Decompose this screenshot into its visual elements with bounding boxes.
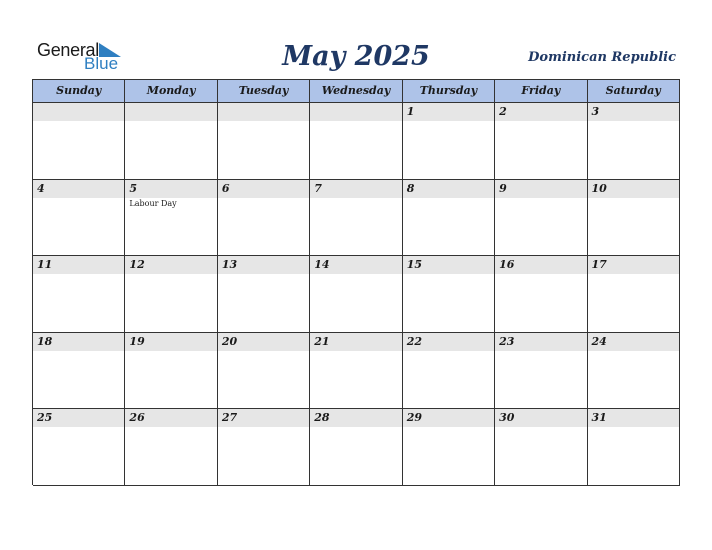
day-header-strip bbox=[33, 333, 124, 351]
day-number: 7 bbox=[314, 181, 322, 195]
day-cell[interactable] bbox=[495, 409, 587, 486]
day-cell[interactable] bbox=[403, 103, 495, 180]
day-number: 6 bbox=[221, 181, 230, 195]
day-header-strip bbox=[125, 103, 216, 121]
calendar-grid bbox=[32, 79, 680, 485]
week-row bbox=[33, 103, 680, 180]
day-header-strip bbox=[125, 333, 216, 351]
day-header-strip bbox=[125, 180, 216, 198]
logo-blue-text: Blue bbox=[84, 54, 119, 73]
day-cell[interactable] bbox=[125, 333, 217, 410]
day-number: 20 bbox=[221, 334, 238, 348]
day-cell[interactable] bbox=[403, 333, 495, 410]
weekday-friday: Friday bbox=[495, 80, 587, 103]
day-cell[interactable] bbox=[125, 256, 217, 333]
day-cell[interactable] bbox=[33, 103, 125, 180]
logo-general-text: General bbox=[37, 40, 99, 60]
day-cell[interactable] bbox=[588, 103, 680, 180]
day-header-strip bbox=[588, 180, 679, 198]
country-name: Dominican Republic bbox=[528, 50, 676, 65]
day-cell[interactable] bbox=[310, 180, 402, 257]
day-number: 29 bbox=[406, 411, 422, 425]
day-header-strip bbox=[588, 103, 679, 121]
day-header-strip bbox=[588, 256, 679, 274]
day-cell[interactable] bbox=[495, 333, 587, 410]
day-header-strip bbox=[495, 103, 586, 121]
day-number: 14 bbox=[314, 258, 330, 272]
day-number: 22 bbox=[406, 334, 422, 348]
day-number: 11 bbox=[37, 258, 53, 272]
day-number: 17 bbox=[591, 258, 607, 272]
day-number: 15 bbox=[406, 258, 422, 272]
day-cell[interactable] bbox=[403, 180, 495, 257]
day-number: 4 bbox=[37, 181, 45, 195]
day-cell[interactable] bbox=[588, 256, 680, 333]
week-row bbox=[33, 256, 680, 333]
day-header-strip bbox=[33, 103, 124, 121]
holiday-label: Labour Day bbox=[129, 198, 177, 208]
day-number: 25 bbox=[37, 411, 53, 425]
week-row bbox=[33, 409, 680, 486]
weekday-monday: Monday bbox=[125, 80, 217, 103]
weekday-tuesday: Tuesday bbox=[218, 80, 310, 103]
weekday-header-row bbox=[33, 80, 680, 103]
day-cell[interactable] bbox=[33, 256, 125, 333]
day-number: 27 bbox=[221, 411, 238, 425]
week-row bbox=[33, 333, 680, 410]
day-number: 26 bbox=[129, 411, 145, 425]
day-number: 2 bbox=[499, 105, 507, 118]
day-cell[interactable] bbox=[495, 103, 587, 180]
day-cell[interactable] bbox=[33, 180, 125, 257]
day-number: 28 bbox=[314, 411, 330, 425]
weekday-sunday: Sunday bbox=[33, 80, 125, 103]
day-number: 9 bbox=[499, 181, 507, 195]
day-header-strip bbox=[33, 256, 124, 274]
day-header-strip bbox=[218, 180, 309, 198]
day-cell[interactable] bbox=[125, 409, 217, 486]
day-header-strip bbox=[403, 103, 494, 121]
day-header-strip bbox=[310, 333, 401, 351]
day-cell[interactable] bbox=[495, 180, 587, 257]
day-header-strip bbox=[310, 409, 401, 427]
day-cell[interactable] bbox=[588, 409, 680, 486]
day-number: 12 bbox=[129, 258, 145, 272]
calendar-title: May 2025 bbox=[282, 41, 430, 72]
day-cell[interactable] bbox=[218, 409, 310, 486]
day-header-strip bbox=[218, 256, 309, 274]
day-number: 23 bbox=[499, 334, 515, 348]
day-number: 8 bbox=[406, 181, 415, 195]
day-number: 1 bbox=[406, 105, 415, 118]
day-header-strip bbox=[33, 409, 124, 427]
day-header-strip bbox=[495, 180, 586, 198]
day-number: 31 bbox=[591, 411, 607, 425]
day-header-strip bbox=[403, 180, 494, 198]
day-cell[interactable] bbox=[125, 180, 217, 257]
day-cell[interactable] bbox=[588, 180, 680, 257]
day-number: 13 bbox=[221, 258, 238, 272]
day-number: 10 bbox=[591, 181, 607, 195]
day-number: 16 bbox=[499, 258, 515, 272]
day-number: 21 bbox=[314, 334, 330, 348]
day-number: 18 bbox=[37, 334, 53, 348]
day-cell[interactable] bbox=[218, 103, 310, 180]
day-cell[interactable] bbox=[495, 256, 587, 333]
weeks-container bbox=[33, 103, 680, 486]
day-header-strip bbox=[588, 409, 679, 427]
day-number: 5 bbox=[129, 181, 138, 195]
day-header-strip bbox=[495, 333, 586, 351]
day-cell[interactable] bbox=[33, 409, 125, 486]
day-cell[interactable] bbox=[218, 180, 310, 257]
day-header-strip bbox=[495, 409, 586, 427]
day-header-strip bbox=[310, 103, 401, 121]
day-header-strip bbox=[588, 333, 679, 351]
day-header-strip bbox=[218, 409, 309, 427]
day-header-strip bbox=[125, 256, 216, 274]
weekday-saturday: Saturday bbox=[588, 80, 680, 103]
day-cell[interactable] bbox=[403, 409, 495, 486]
day-header-strip bbox=[33, 180, 124, 198]
day-number: 24 bbox=[591, 334, 607, 348]
day-header-strip bbox=[495, 256, 586, 274]
day-cell[interactable] bbox=[310, 256, 402, 333]
day-cell[interactable] bbox=[403, 256, 495, 333]
day-header-strip bbox=[125, 409, 216, 427]
day-number: 19 bbox=[129, 334, 145, 348]
day-cell[interactable] bbox=[125, 103, 217, 180]
day-number: 30 bbox=[499, 411, 515, 425]
week-row bbox=[33, 180, 680, 257]
day-cell[interactable] bbox=[588, 333, 680, 410]
weekday-wednesday: Wednesday bbox=[310, 80, 402, 103]
weekday-thursday: Thursday bbox=[403, 80, 495, 103]
day-header-strip bbox=[218, 103, 309, 121]
day-number: 3 bbox=[591, 105, 600, 118]
day-cell[interactable] bbox=[218, 256, 310, 333]
day-header-strip bbox=[310, 256, 401, 274]
day-header-strip bbox=[310, 180, 401, 198]
day-cell[interactable] bbox=[310, 103, 402, 180]
day-cell[interactable] bbox=[310, 409, 402, 486]
day-header-strip bbox=[403, 333, 494, 351]
day-cell[interactable] bbox=[218, 333, 310, 410]
day-header-strip bbox=[218, 333, 309, 351]
day-header-strip bbox=[403, 409, 494, 427]
day-cell[interactable] bbox=[33, 333, 125, 410]
day-cell[interactable] bbox=[310, 333, 402, 410]
day-header-strip bbox=[403, 256, 494, 274]
